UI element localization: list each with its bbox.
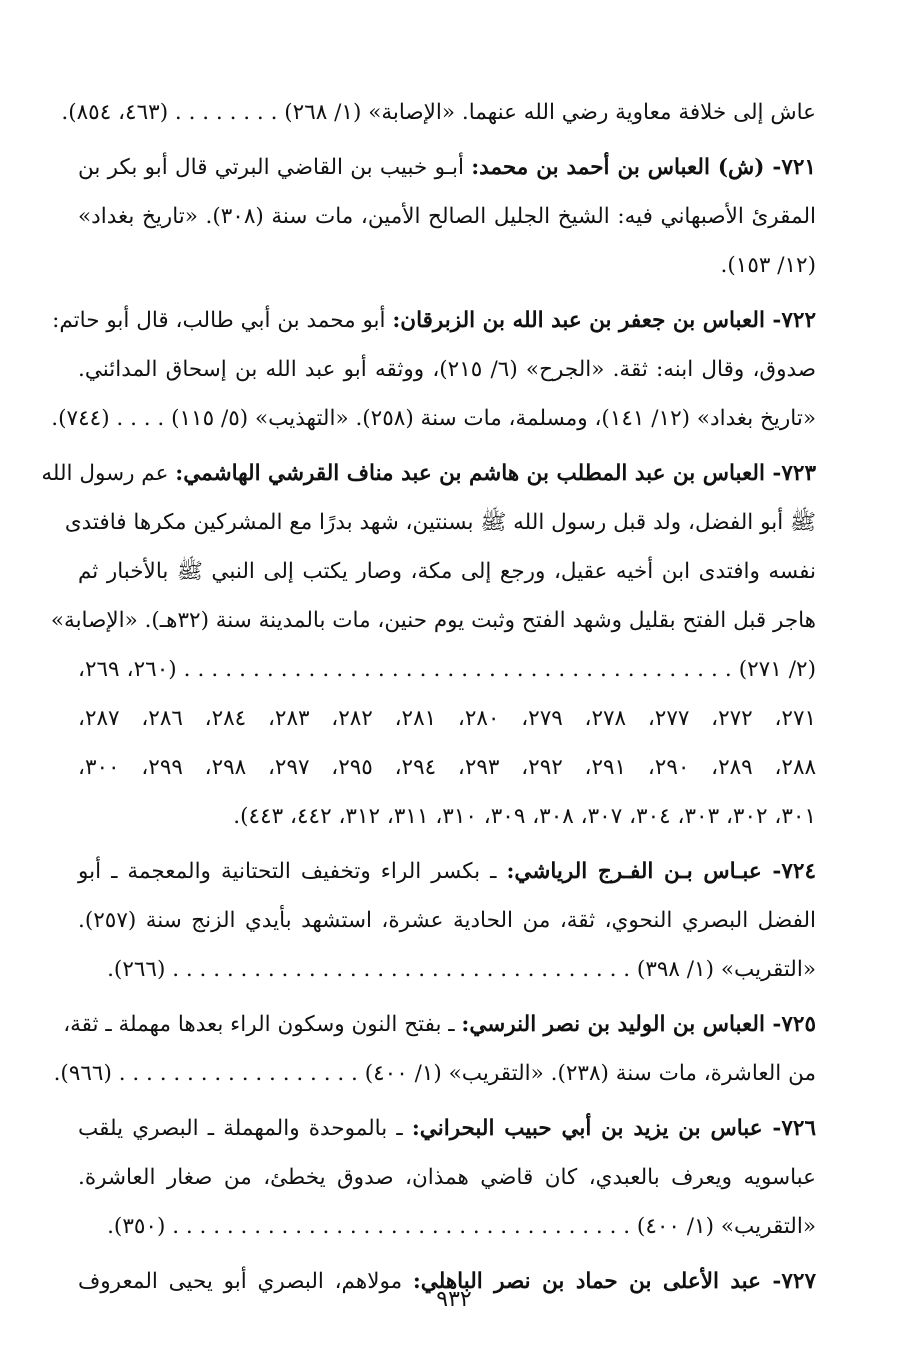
text-line: (٢/ ٢٧١) . . . . . . . . . . . . . . . . . . . . . . . . . . . . . . . . . . . . . . . . (٢٦٠، ٢٦٩، xyxy=(78,657,816,682)
entry-726-first-line: ٧٢٦- عباس بن يزيد بن أبي حبيب البحراني: ـ بالموحدة والمهملة ـ البصري يلقب xyxy=(78,1116,816,1141)
entry-heading: ٧٢٦- عباس بن يزيد بن أبي حبيب البحراني: xyxy=(411,1116,816,1141)
text-line: هاجر قبل الفتح بقليل وشهد الفتح وثبت يوم حنين، مات بالمدينة سنة (٣٢هـ). «الإصابة» xyxy=(50,608,816,633)
page-number: ٩٣٢ xyxy=(436,1287,472,1312)
text-line: (١٢/ ١٥٣). xyxy=(720,253,816,278)
text-line: ٣٠١، ٣٠٢، ٣٠٣، ٣٠٤، ٣٠٧، ٣٠٨، ٣٠٩، ٣١٠، ٣١١، ٣١٢، ٤٤٢، ٤٤٣). xyxy=(233,804,816,829)
entry-722-first-line: ٧٢٢- العباس بن جعفر بن عبد الله بن الزبرقان: أبو محمد بن أبي طالب، قال أبو حاتم: xyxy=(52,308,816,333)
entry-heading: ٧٢٥- العباس بن الوليد بن نصر النرسي: xyxy=(461,1012,816,1037)
entry-723-first-line: ٧٢٣- العباس بن عبد المطلب بن هاشم بن عبد مناف القرشي الهاشمي: عم رسول الله xyxy=(41,461,816,486)
text-line: «التقريب» (١/ ٤٠٠) . . . . . . . . . . . . . . . . . . . . . . . . . . . . . . . . . . (٣٥٠). xyxy=(107,1214,816,1239)
text-line: ﷺ أبو الفضل، ولد قبل رسول الله ﷺ بسنتين، شهد بدرًا مع المشركين مكرها فافتدى xyxy=(64,510,816,535)
text-line: نفسه وافتدى ابن أخيه عقيل، ورجع إلى مكة، وصار يكتب إلى النبي ﷺ بالأخبار ثم xyxy=(78,559,816,584)
text-line: المقرئ الأصبهاني فيه: الشيخ الجليل الصالح الأمين، مات سنة (٣٠٨). «تاريخ بغداد» xyxy=(78,204,816,229)
text-line: صدوق، وقال ابنه: ثقة. «الجرح» (٦/ ٢١٥)، ووثقه أبو عبد الله بن إسحاق المدائني. xyxy=(78,357,817,382)
text-line: من العاشرة، مات سنة (٢٣٨). «التقريب» (١/ ٤٠٠) . . . . . . . . . . . . . . . . . . (٩٦٦). xyxy=(53,1061,816,1086)
entry-724-first-line: ٧٢٤- عبـاس بـن الفـرج الرياشي: ـ بكسر الراء وتخفيف التحتانية والمعجمة ـ أبو xyxy=(78,859,816,884)
text-line: عباسويه ويعرف بالعبدي، كان قاضي همذان، صدوق يخطئ، من صغار العاشرة. xyxy=(78,1165,816,1190)
entry-727-first-line: ٧٢٧- عبد الأعلى بن حماد بن نصر الباهلي: مولاهم، البصري أبو يحيى المعروف xyxy=(78,1269,816,1294)
text-line: عاش إلى خلافة معاوية رضي الله عنهما. «الإصابة» (١/ ٢٦٨) . . . . . . . . (٤٦٣، ٨٥٤). xyxy=(61,100,816,125)
entry-heading: ٧٢٧- عبد الأعلى بن حماد بن نصر الباهلي: xyxy=(412,1269,816,1294)
entry-heading: ٧٢٣- العباس بن عبد المطلب بن هاشم بن عبد مناف القرشي الهاشمي: xyxy=(175,461,816,486)
text-line: ٢٨٨، ٢٨٩، ٢٩٠، ٢٩١، ٢٩٢، ٢٩٣، ٢٩٤، ٢٩٥، ٢٩٧، ٢٩٨، ٢٩٩، ٣٠٠، xyxy=(78,755,817,780)
entry-heading: ٧٢٤- عبـاس بـن الفـرج الرياشي: xyxy=(506,859,816,884)
text-line: «التقريب» (١/ ٣٩٨) . . . . . . . . . . . . . . . . . . . . . . . . . . . . . . . . . . (٢٦٦). xyxy=(107,957,816,982)
text-line: الفضل البصري النحوي، ثقة، من الحادية عشرة، استشهد بأيدي الزنج سنة (٢٥٧). xyxy=(78,908,816,933)
text-line: ٢٧١، ٢٧٢، ٢٧٧، ٢٧٨، ٢٧٩، ٢٨٠، ٢٨١، ٢٨٢، ٢٨٣، ٢٨٤، ٢٨٦، ٢٨٧، xyxy=(78,706,817,731)
text-line: «تاريخ بغداد» (١٢/ ١٤١)، ومسلمة، مات سنة (٢٥٨). «التهذيب» (٥/ ١١٥) . . . . (٧٤٤). xyxy=(51,406,816,431)
entry-725-first-line: ٧٢٥- العباس بن الوليد بن نصر النرسي: ـ بفتح النون وسكون الراء بعدها مهملة ـ ثقة، xyxy=(63,1012,816,1037)
entry-heading: ٧٢٢- العباس بن جعفر بن عبد الله بن الزبرقان: xyxy=(392,308,816,333)
page-body xyxy=(41,88,817,1306)
entry-721-first-line: ٧٢١- (ش) العباس بن أحمد بن محمد: أبـو خبيب بن القاضي البرتي قال أبو بكر بن xyxy=(78,155,816,180)
entry-heading: ٧٢١- (ش) العباس بن أحمد بن محمد: xyxy=(471,155,816,180)
